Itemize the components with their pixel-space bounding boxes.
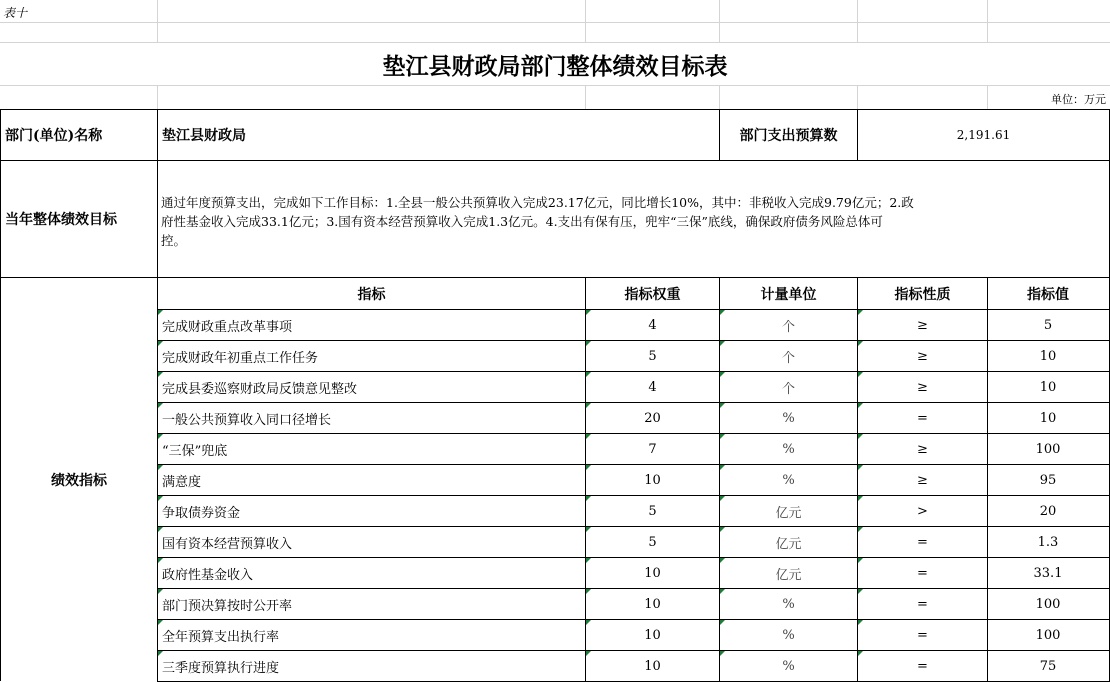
cell-marker-icon	[720, 310, 725, 315]
indicator-name: 完成财政重点改革事项	[162, 319, 293, 335]
cell-marker-icon	[586, 434, 591, 439]
goal-text-line-2: 府性基金收入完成33.1亿元；3.国有资本经营预算收入完成1.3亿元。4.支出有保有压，兜牢“三保”底线，确保政府债务风险总体可	[161, 214, 883, 229]
indicator-name: 国有资本经营预算收入	[162, 536, 293, 552]
cell-marker-icon	[586, 496, 591, 501]
cell-marker-icon	[586, 341, 591, 346]
indicator-unit: 亿元	[775, 567, 802, 583]
indicator-nature: ≥	[917, 472, 928, 488]
indicator-value: 10	[1039, 348, 1057, 364]
goal-text-line-3: 控。	[161, 233, 187, 248]
indicator-value: 20	[1039, 503, 1057, 519]
indicator-nature: >	[917, 503, 928, 519]
indicator-value: 75	[1039, 658, 1057, 674]
indicator-weight: 10	[644, 658, 661, 674]
indicator-weight: 10	[644, 472, 661, 488]
cell-marker-icon	[158, 372, 163, 377]
indicator-nature: ≥	[917, 441, 928, 457]
indicator-nature: =	[917, 627, 928, 643]
sheet-label: 表十	[3, 6, 28, 20]
dept-budget-label: 部门支出预算数	[739, 128, 838, 144]
indicator-nature: =	[917, 565, 928, 581]
gridline	[0, 22, 1110, 23]
indicator-name: 争取债券资金	[162, 505, 241, 521]
cell-marker-icon	[586, 527, 591, 532]
cell-marker-icon	[158, 558, 163, 563]
gridline	[585, 85, 586, 109]
indicator-weight: 4	[648, 379, 657, 395]
header-indicator: 指标	[357, 286, 386, 303]
cell-marker-icon	[158, 589, 163, 594]
page-title: 垫江县财政局部门整体绩效目标表	[382, 52, 728, 80]
indicator-value: 100	[1035, 627, 1061, 643]
cell-marker-icon	[858, 651, 863, 656]
indicator-value: 1.3	[1037, 534, 1059, 550]
indicator-value: 5	[1043, 317, 1053, 333]
cell-marker-icon	[158, 496, 163, 501]
indicator-value: 95	[1039, 472, 1057, 488]
cell-marker-icon	[858, 589, 863, 594]
indicator-name: 全年预算支出执行率	[162, 629, 280, 645]
cell-marker-icon	[720, 651, 725, 656]
cell-marker-icon	[586, 310, 591, 315]
indicator-name: 完成县委巡察财政局反馈意见整改	[162, 381, 358, 397]
indicator-weight: 4	[648, 317, 657, 333]
cell-marker-icon	[586, 589, 591, 594]
cell-marker-icon	[586, 403, 591, 408]
cell-marker-icon	[158, 527, 163, 532]
cell-marker-icon	[858, 403, 863, 408]
gridline	[857, 85, 858, 109]
cell-marker-icon	[720, 558, 725, 563]
cell-marker-icon	[720, 496, 725, 501]
cell-marker-icon	[158, 465, 163, 470]
cell-marker-icon	[586, 558, 591, 563]
indicator-nature: ≥	[917, 348, 928, 364]
cell-marker-icon	[586, 372, 591, 377]
cell-marker-icon	[720, 589, 725, 594]
dept-budget-value: 2,191.61	[956, 128, 1011, 142]
cell-marker-icon	[858, 434, 863, 439]
cell-marker-icon	[720, 465, 725, 470]
gridline	[719, 0, 720, 42]
cell-marker-icon	[858, 527, 863, 532]
cell-marker-icon	[858, 310, 863, 315]
indicator-name: 满意度	[162, 474, 202, 490]
indicator-unit: 个	[781, 381, 795, 397]
indicator-weight: 10	[644, 565, 661, 581]
indicator-unit: 个	[781, 319, 795, 335]
cell-marker-icon	[720, 341, 725, 346]
indicator-name: 三季度预算执行进度	[162, 660, 280, 676]
indicator-weight: 5	[648, 534, 657, 550]
unit-note: 单位：万元	[1051, 93, 1106, 106]
header-weight: 指标权重	[624, 286, 681, 303]
indicator-weight: 20	[644, 410, 661, 426]
cell-marker-icon	[858, 620, 863, 625]
indicator-value: 10	[1039, 410, 1057, 426]
header-unit: 计量单位	[760, 286, 817, 303]
indicator-name: 完成财政年初重点工作任务	[162, 350, 319, 366]
cell-marker-icon	[586, 651, 591, 656]
cell-marker-icon	[720, 620, 725, 625]
cell-marker-icon	[158, 651, 163, 656]
indicator-nature: =	[917, 534, 928, 550]
indicator-unit: %	[782, 410, 795, 426]
cell-marker-icon	[858, 558, 863, 563]
goal-text-line-1: 通过年度预算支出，完成如下工作目标：1.全县一般公共预算收入完成23.17亿元，同比增长10%，其中：非税收入完成9.79亿元；2.政	[161, 195, 914, 210]
gridline	[719, 85, 720, 109]
indicator-name: 一般公共预算收入同口径增长	[162, 412, 332, 428]
cell-marker-icon	[586, 465, 591, 470]
indicator-name: 部门预决算按时公开率	[162, 598, 293, 614]
indicator-unit: %	[782, 441, 795, 457]
table-border	[0, 160, 1110, 161]
gridline	[987, 85, 988, 109]
cell-marker-icon	[720, 403, 725, 408]
indicator-unit: %	[782, 596, 795, 612]
indicator-value: 100	[1035, 441, 1061, 457]
indicator-weight: 5	[648, 348, 657, 364]
indicator-nature: =	[917, 596, 928, 612]
gridline	[987, 0, 988, 42]
indicator-weight: 10	[644, 596, 661, 612]
gridline	[0, 85, 1110, 86]
indicator-nature: ≥	[917, 317, 928, 333]
cell-marker-icon	[158, 310, 163, 315]
indicator-nature: =	[917, 658, 928, 674]
indicator-unit: %	[782, 472, 795, 488]
indicators-section-label: 绩效指标	[51, 472, 107, 489]
indicator-weight: 5	[648, 503, 657, 519]
goal-label: 当年整体绩效目标	[5, 212, 117, 228]
cell-marker-icon	[158, 341, 163, 346]
cell-marker-icon	[858, 465, 863, 470]
cell-marker-icon	[858, 341, 863, 346]
cell-marker-icon	[158, 434, 163, 439]
indicator-value: 10	[1039, 379, 1057, 395]
cell-marker-icon	[720, 434, 725, 439]
gridline	[857, 0, 858, 42]
cell-marker-icon	[720, 372, 725, 377]
dept-name-value: 垫江县财政局	[162, 128, 246, 144]
gridline	[157, 0, 158, 42]
indicator-unit: 亿元	[775, 536, 802, 552]
cell-marker-icon	[158, 620, 163, 625]
header-nature: 指标性质	[894, 286, 951, 303]
indicator-unit: %	[782, 627, 795, 643]
indicator-nature: =	[917, 410, 928, 426]
cell-marker-icon	[158, 403, 163, 408]
indicator-nature: ≥	[917, 379, 928, 395]
indicator-weight: 7	[648, 441, 657, 457]
cell-marker-icon	[858, 372, 863, 377]
header-value: 指标值	[1027, 286, 1069, 303]
indicator-name: “三保”兜底	[162, 443, 228, 459]
indicator-value: 100	[1035, 596, 1061, 612]
indicator-unit: %	[782, 658, 795, 674]
indicator-unit: 个	[781, 350, 795, 366]
indicator-unit: 亿元	[775, 505, 802, 521]
cell-marker-icon	[720, 527, 725, 532]
dept-name-label: 部门(单位)名称	[5, 128, 103, 144]
gridline	[157, 85, 158, 109]
indicator-name: 政府性基金收入	[162, 567, 254, 583]
cell-marker-icon	[586, 620, 591, 625]
gridline	[585, 0, 586, 42]
indicator-value: 33.1	[1033, 565, 1063, 581]
indicator-weight: 10	[644, 627, 661, 643]
cell-marker-icon	[858, 496, 863, 501]
